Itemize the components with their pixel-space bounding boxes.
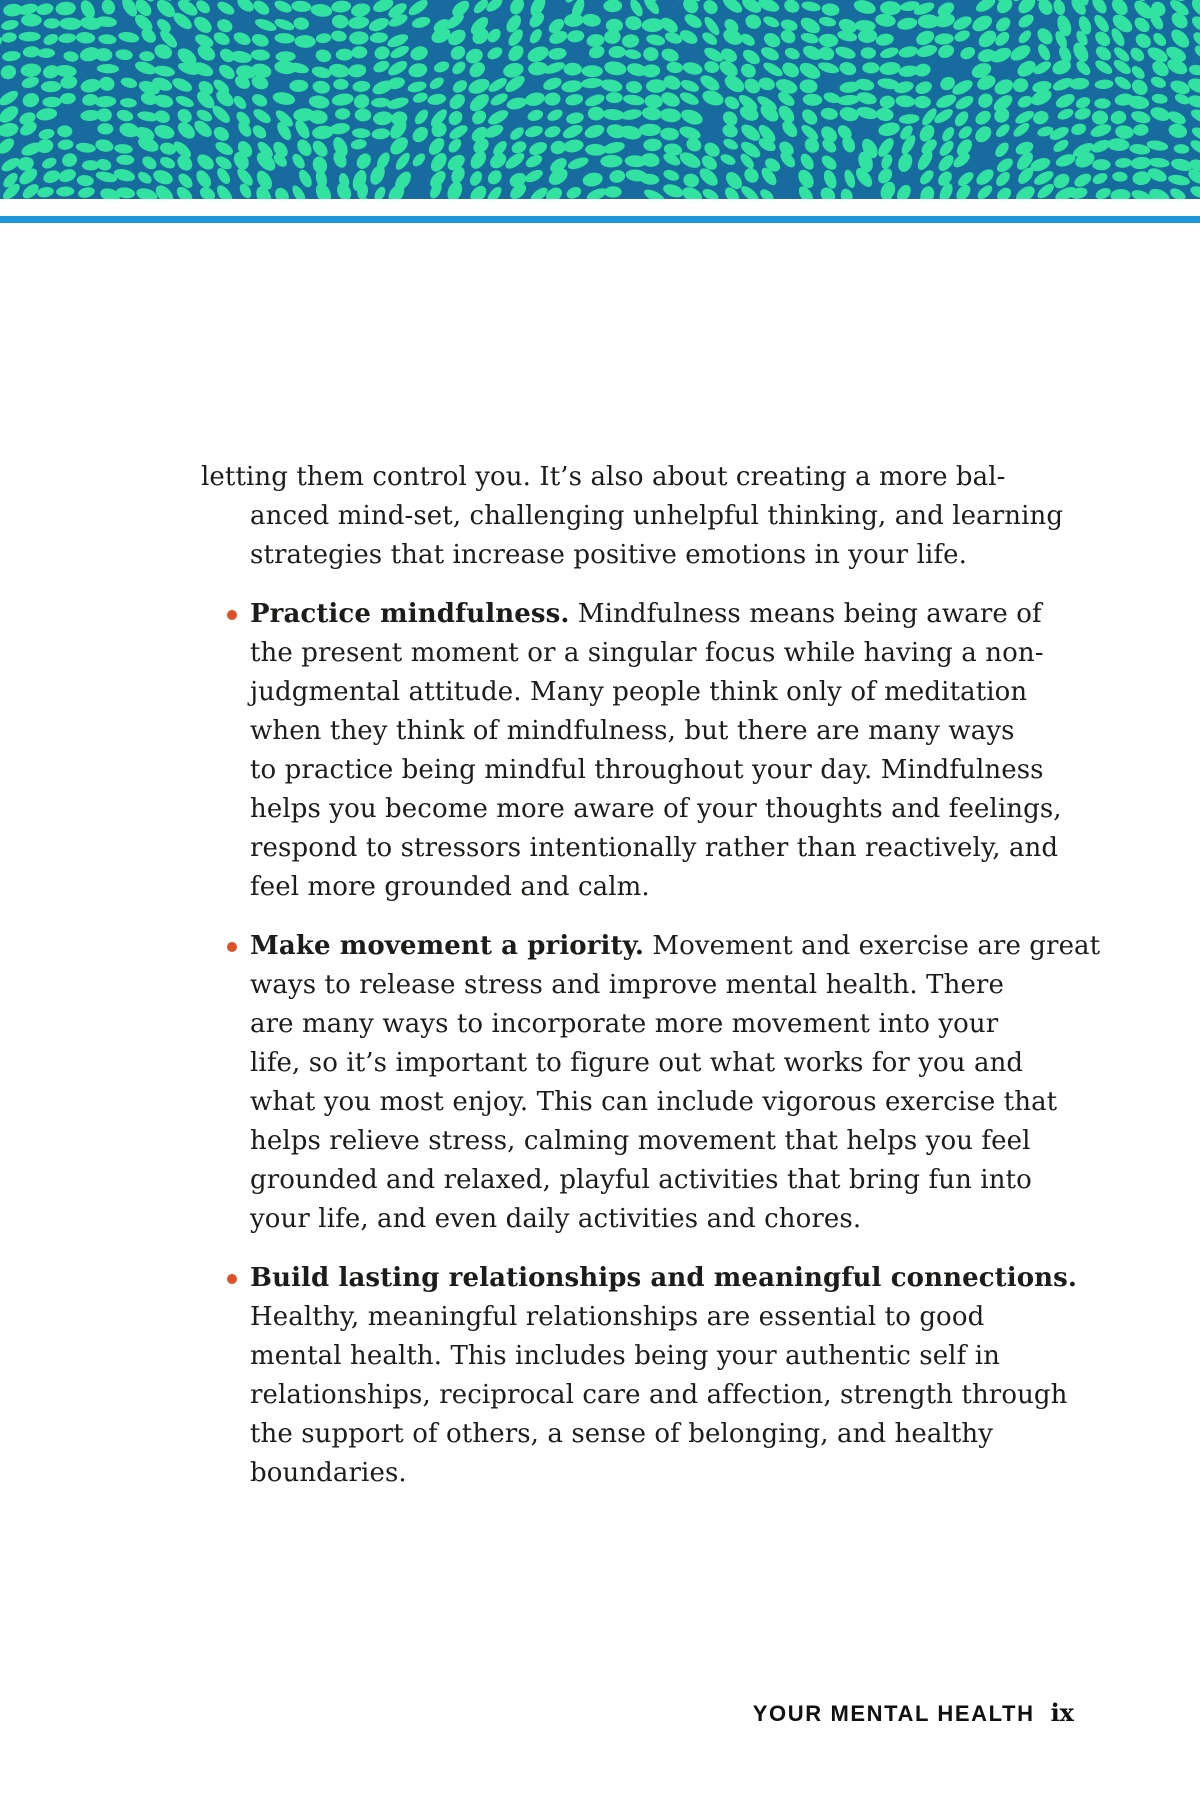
header-pattern-band xyxy=(0,0,1200,199)
bullet-text: Healthy, meaningful relationships are essential to good mental health. This includes being your authentic self in relationships, reciprocal care and affection, strength through the support of others, a sense of belonging, and healthy boundaries. xyxy=(250,1302,1068,1488)
header-accent-rule xyxy=(0,216,1200,223)
bullet-item-build-relationships xyxy=(201,1259,1141,1493)
running-head: YOUR MENTAL HEALTH xyxy=(752,1701,1035,1726)
bullet-list xyxy=(201,595,1141,1493)
pebble-pattern-art xyxy=(0,0,1200,199)
continuation-paragraph: letting them control you. It’s also about creating a more bal- anced mind-set, challenging unhelpful thinking, and learning strategies that increase positive emotions in your life. xyxy=(201,462,1064,570)
page-number: ix xyxy=(1050,1698,1074,1727)
bullet-dot-icon xyxy=(227,942,237,952)
body-text xyxy=(201,458,1141,1493)
bullet-text: Movement and exercise are great ways to release stress and improve mental health. There are many ways to incorporate more movement into your life, so it’s important to figure out what works for you and what you most enjoy. This can include vigorous exercise that helps relieve stress, calming movement that helps you feel grounded and relaxed, playful activities that bring fun into your life, and even daily activities and chores. xyxy=(250,931,1101,1234)
bullet-dot-icon xyxy=(227,1274,237,1284)
bullet-lead: Build lasting relationships and meaningful connections. xyxy=(250,1263,1078,1293)
bullet-item-practice-mindfulness xyxy=(201,595,1141,907)
bullet-lead: Make movement a priority. xyxy=(250,931,645,961)
page-footer xyxy=(753,1698,1074,1727)
bullet-text: Mindfulness means being aware of the present moment or a singular focus while having a non- judgmental attitude. Many people think only of meditation when they think of mindfulness, but there are many ways to practice being mindful throughout your day. Mindfulness helps you become more aware of your thoughts and feelings, respond to stressors intentionally rather than reactively, and feel more grounded and calm. xyxy=(250,599,1062,902)
bullet-dot-icon xyxy=(227,610,237,620)
bullet-item-make-movement xyxy=(201,927,1141,1239)
bullet-lead: Practice mindfulness. xyxy=(250,599,570,629)
